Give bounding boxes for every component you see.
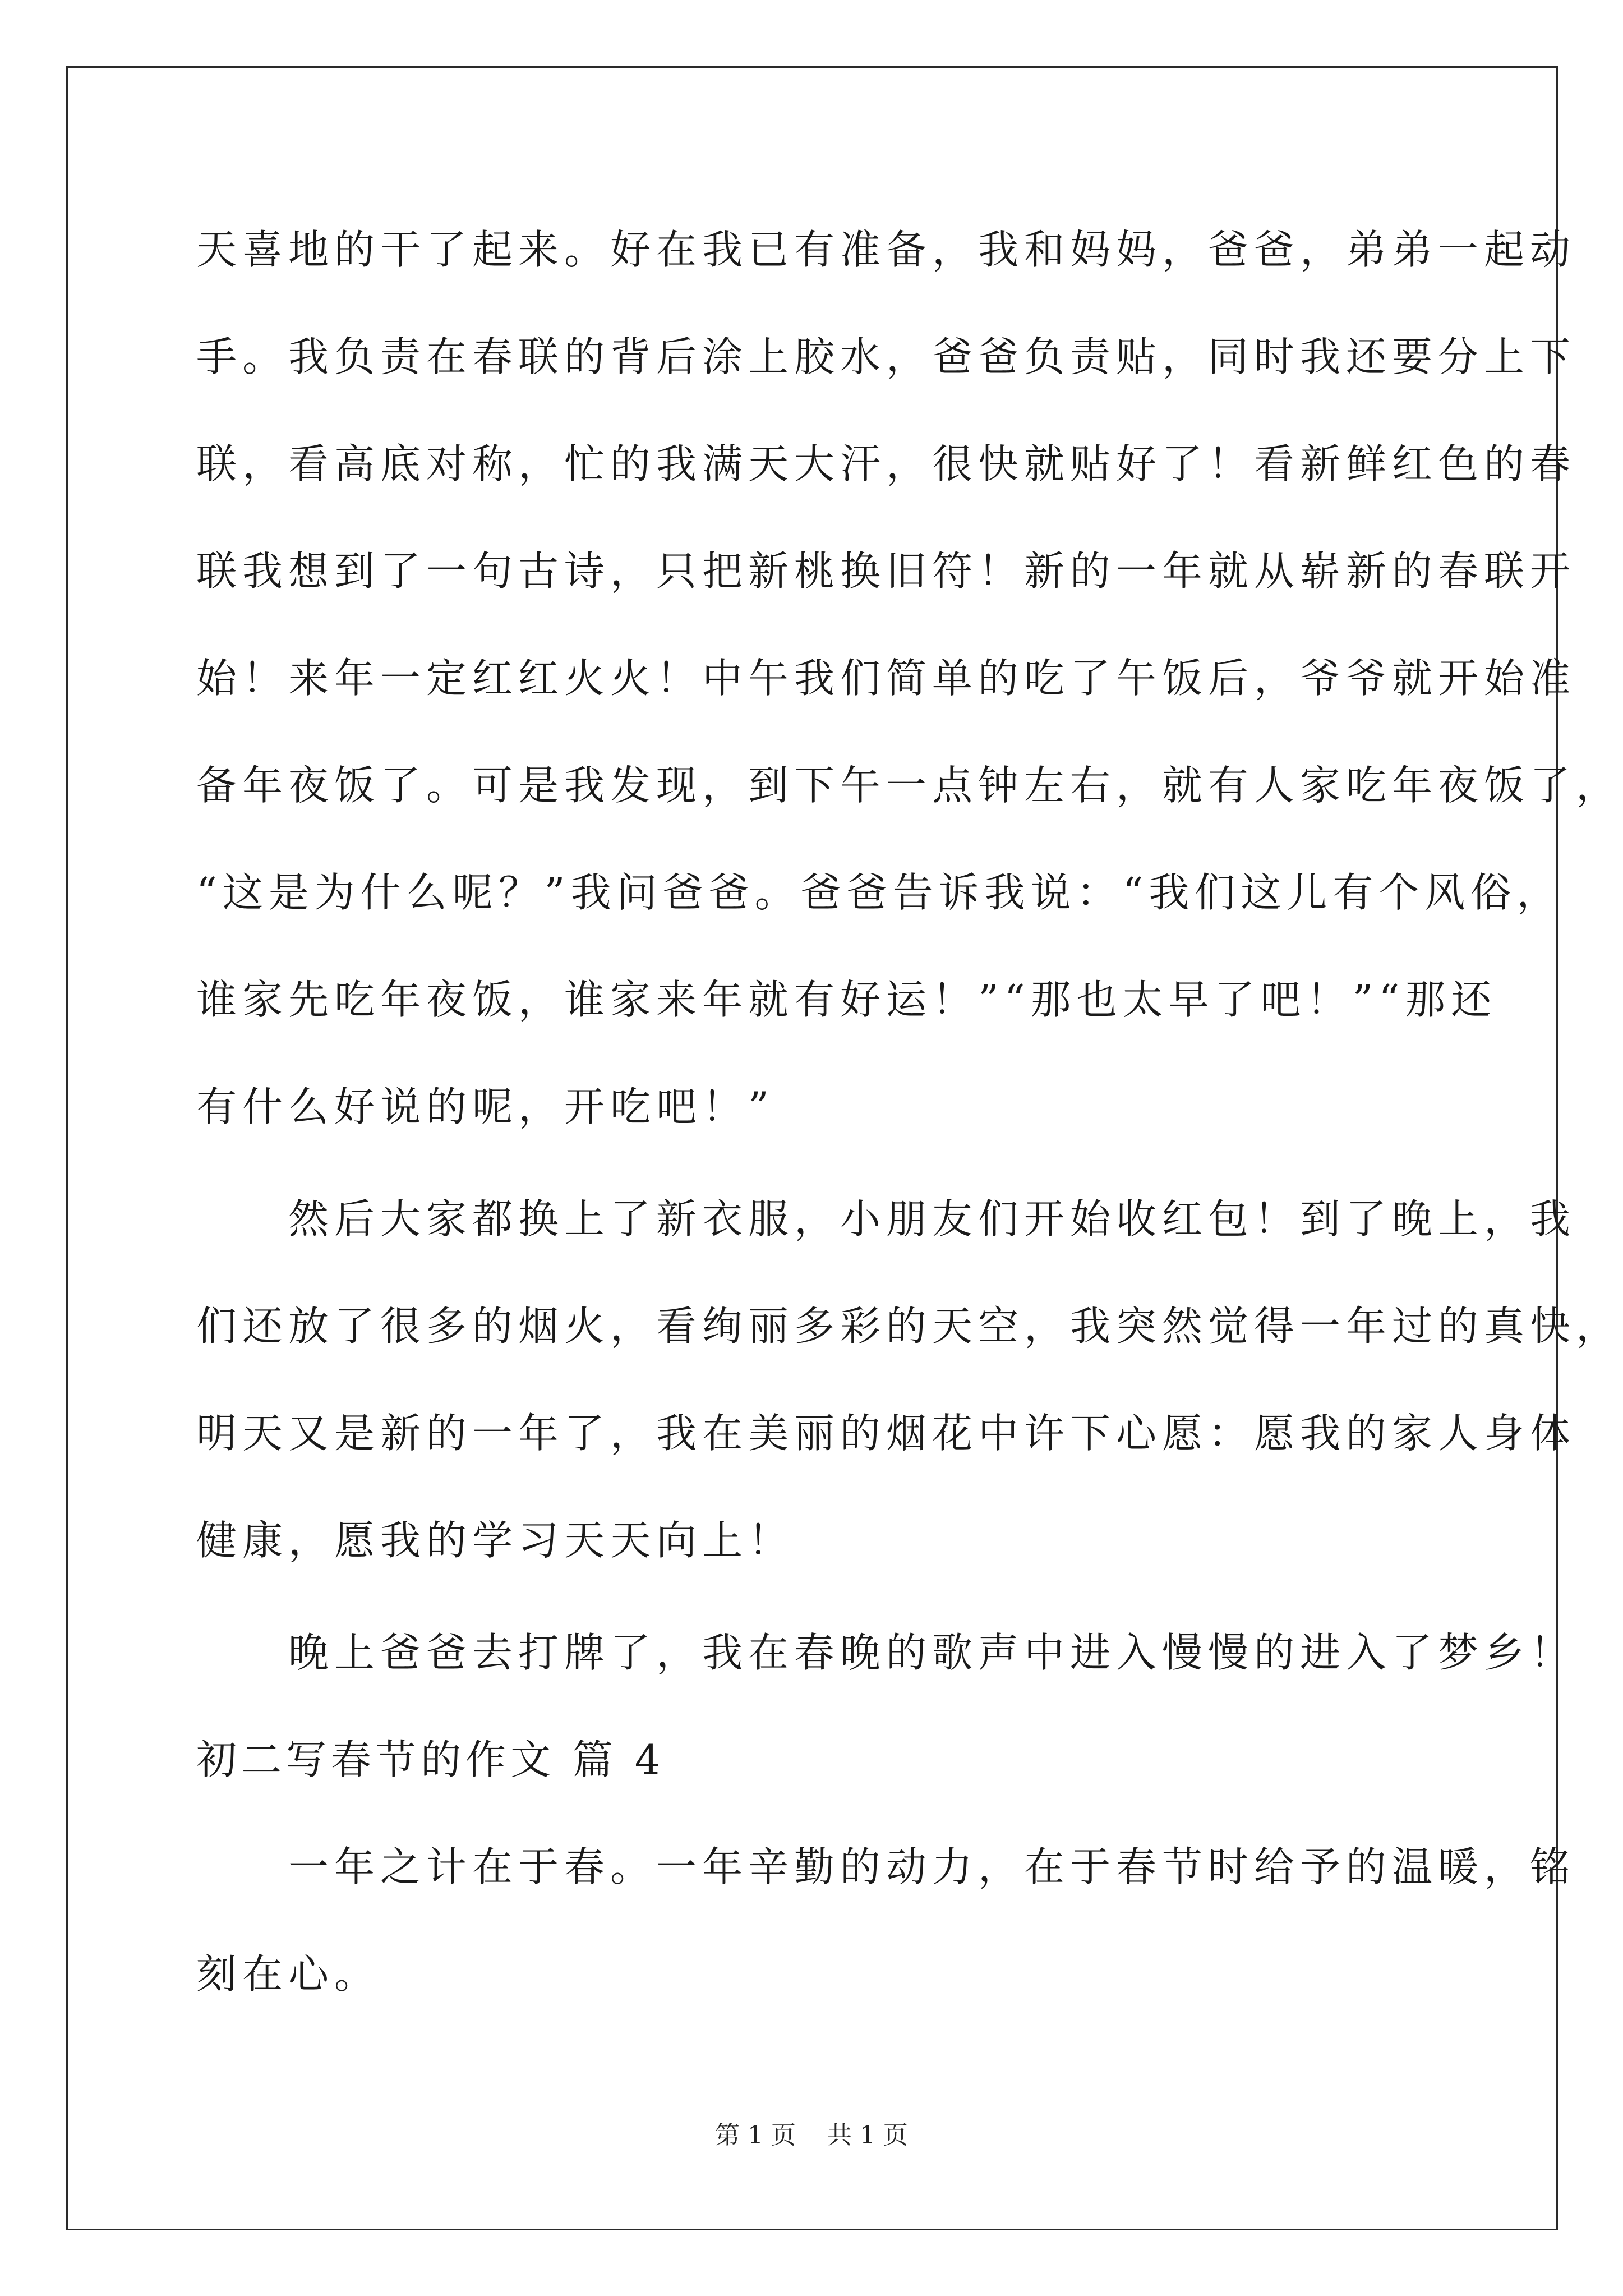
- text-line: “这是为什么呢？”我问爸爸。爸爸告诉我说：“我们这儿有个风俗，: [196, 869, 1563, 916]
- text-line: 然后大家都换上了新衣服，小朋友们开始收红包！到了晚上，我: [196, 1195, 1576, 1243]
- page-footer: [0, 2115, 1623, 2151]
- document-body: [196, 219, 1622, 2050]
- page-number: 第 1 页: [715, 2121, 796, 2150]
- page-total: 共 1 页: [827, 2121, 908, 2150]
- text-line: 联，看高底对称，忙的我满天大汗，很快就贴好了！看新鲜红色的春: [196, 440, 1576, 487]
- section-heading: 初二写春节的作文 篇 4: [196, 1736, 665, 1783]
- text-line: 手。我负责在春联的背后涂上胶水，爸爸负责贴，同时我还要分上下: [196, 333, 1576, 380]
- text-line: 备年夜饭了。可是我发现，到下午一点钟左右，就有人家吃年夜饭了，: [196, 762, 1622, 809]
- text-line: 们还放了很多的烟火，看绚丽多彩的天空，我突然觉得一年过的真快，: [196, 1303, 1622, 1350]
- text-line: 有什么好说的呢，开吃吧！”: [196, 1083, 774, 1130]
- text-line: 健康，愿我的学习天天向上！: [196, 1517, 795, 1564]
- text-line: 天喜地的干了起来。好在我已有准备，我和妈妈，爸爸，弟弟一起动: [196, 226, 1576, 273]
- text-line: 始！来年一定红红火火！中午我们简单的吃了午饭后，爷爷就开始准: [196, 655, 1576, 702]
- text-line: 谁家先吃年夜饭，谁家来年就有好运！”“那也太早了吧！”“那还: [196, 976, 1497, 1023]
- text-line: 刻在心。: [196, 1950, 381, 1998]
- text-line: 联我想到了一句古诗，只把新桃换旧符！新的一年就从崭新的春联开: [196, 547, 1576, 595]
- text-line: 晚上爸爸去打牌了，我在春晚的歌声中进入慢慢的进入了梦乡！: [196, 1629, 1576, 1676]
- text-line: 一年之计在于春。一年辛勤的动力，在于春节时给予的温暖，铭: [196, 1843, 1576, 1890]
- text-line: 明天又是新的一年了，我在美丽的烟花中许下心愿：愿我的家人身体: [196, 1410, 1576, 1457]
